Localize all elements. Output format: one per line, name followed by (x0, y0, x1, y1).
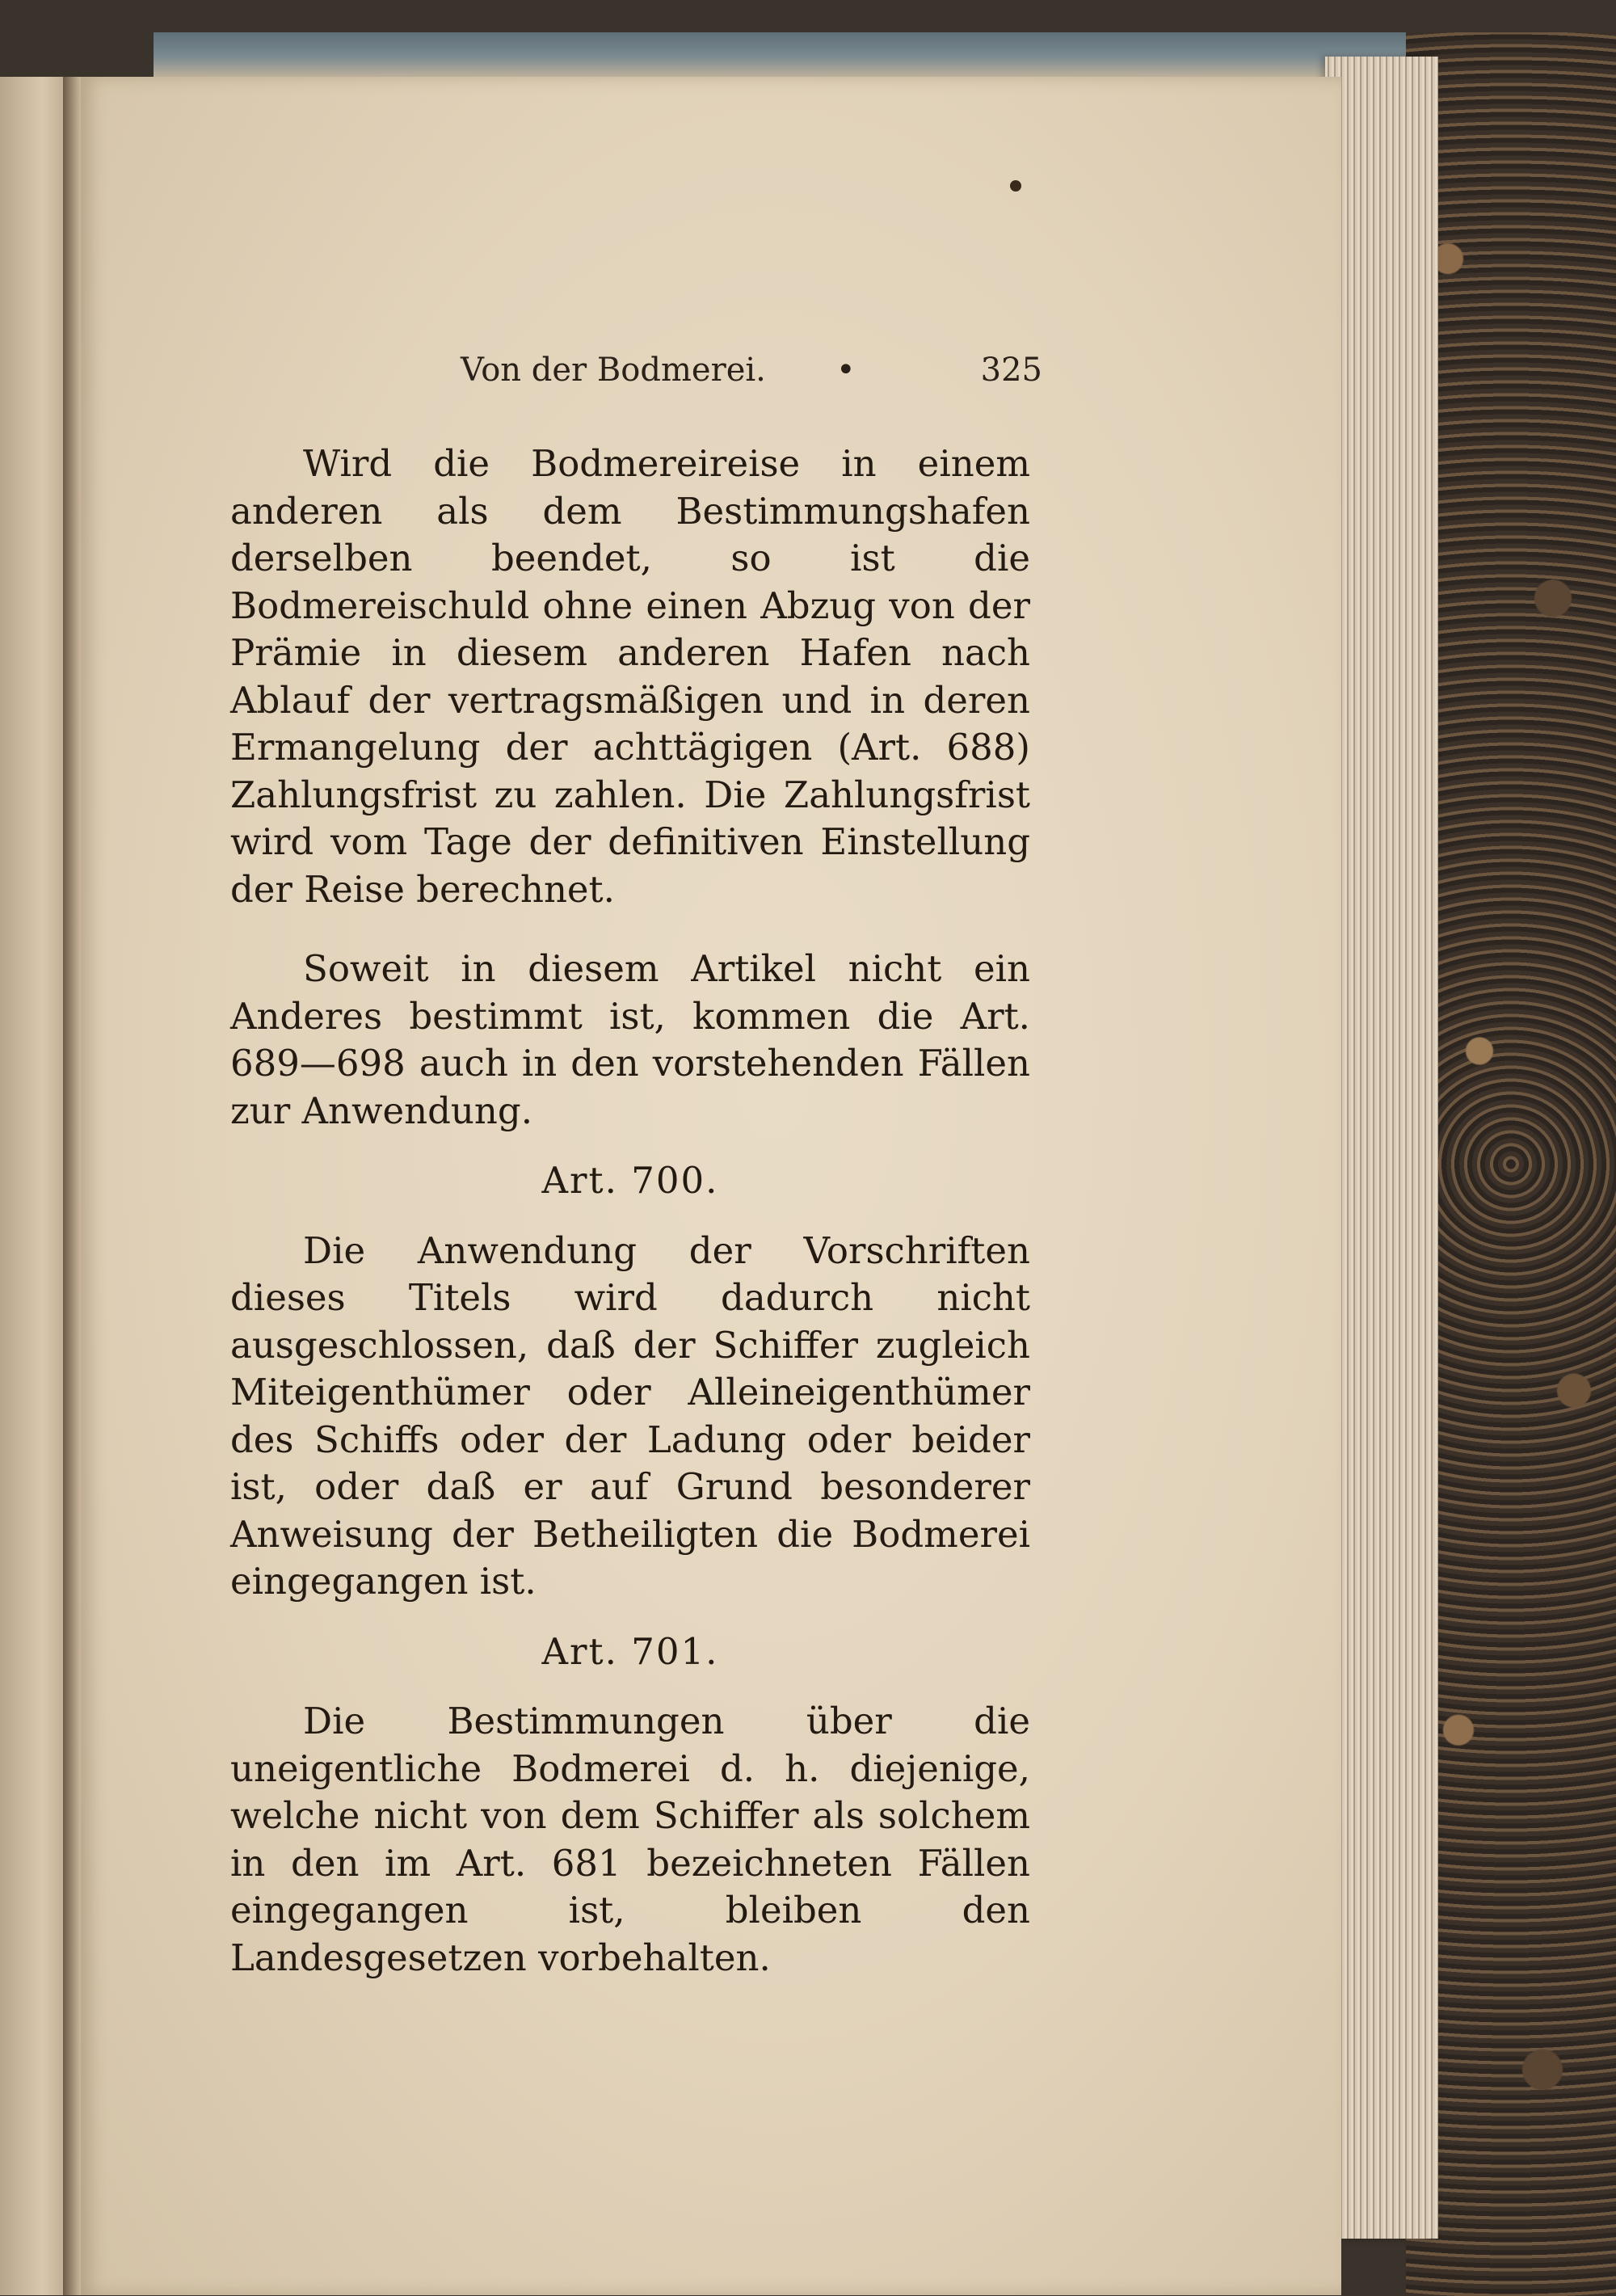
page-number: 325 (980, 352, 1042, 389)
running-title: Von der Bodmerei. (461, 352, 766, 389)
running-header (396, 352, 1042, 400)
article-heading-701: Art. 701. (541, 1629, 719, 1673)
header-separator: • (836, 352, 856, 389)
page-body (230, 440, 1030, 1982)
paragraph: Soweit in diesem Artikel nicht ein Anderes bestimmt ist, kommen die Art. 689—698 auch in den vorstehenden Fällen zur Anwendung. (230, 947, 1030, 1132)
paragraph: Die Bestimmungen über die uneigentliche Bodmerei d. h. diejenige, welche nicht von dem Schiffer als solchem in den im Art. 681 bezeichneten Fällen eingegangen ist, bleiben den Landesgesetzen vorbehalten. (230, 1700, 1030, 1979)
book-page (81, 77, 1341, 2295)
left-page-edge (0, 77, 71, 2295)
paragraph: Die Anwendung der Vorschriften dieses Titels wird dadurch nicht ausgeschlossen, daß der Schiffer zugleich Miteigenthümer oder Alleineigenthümer des Schiffs oder der Ladung oder beider ist, oder daß er auf Grund besonderer Anweisung der Betheiligten die Bodmerei eingegangen ist. (230, 1228, 1030, 1603)
page-edges (1325, 57, 1438, 2239)
cover-spine-top (154, 32, 1414, 81)
ink-spot (1010, 180, 1021, 192)
paragraph: Wird die Bodmereireise in einem anderen als dem Bestimmungshafen derselben beendet, so ist die Bodmereischuld ohne einen Abzug von der Prämie in diesem anderen Hafen nach Ablauf der vertragsmäßigen und in deren Ermangelung der achttägigen (Art. 688) Zahlungsfrist zu zahlen. Die Zahlungsfrist wird vom Tage der definitiven Einstellung der Reise berechnet. (230, 442, 1030, 911)
article-heading-700: Art. 700. (541, 1159, 719, 1202)
book-gutter (63, 77, 81, 2295)
